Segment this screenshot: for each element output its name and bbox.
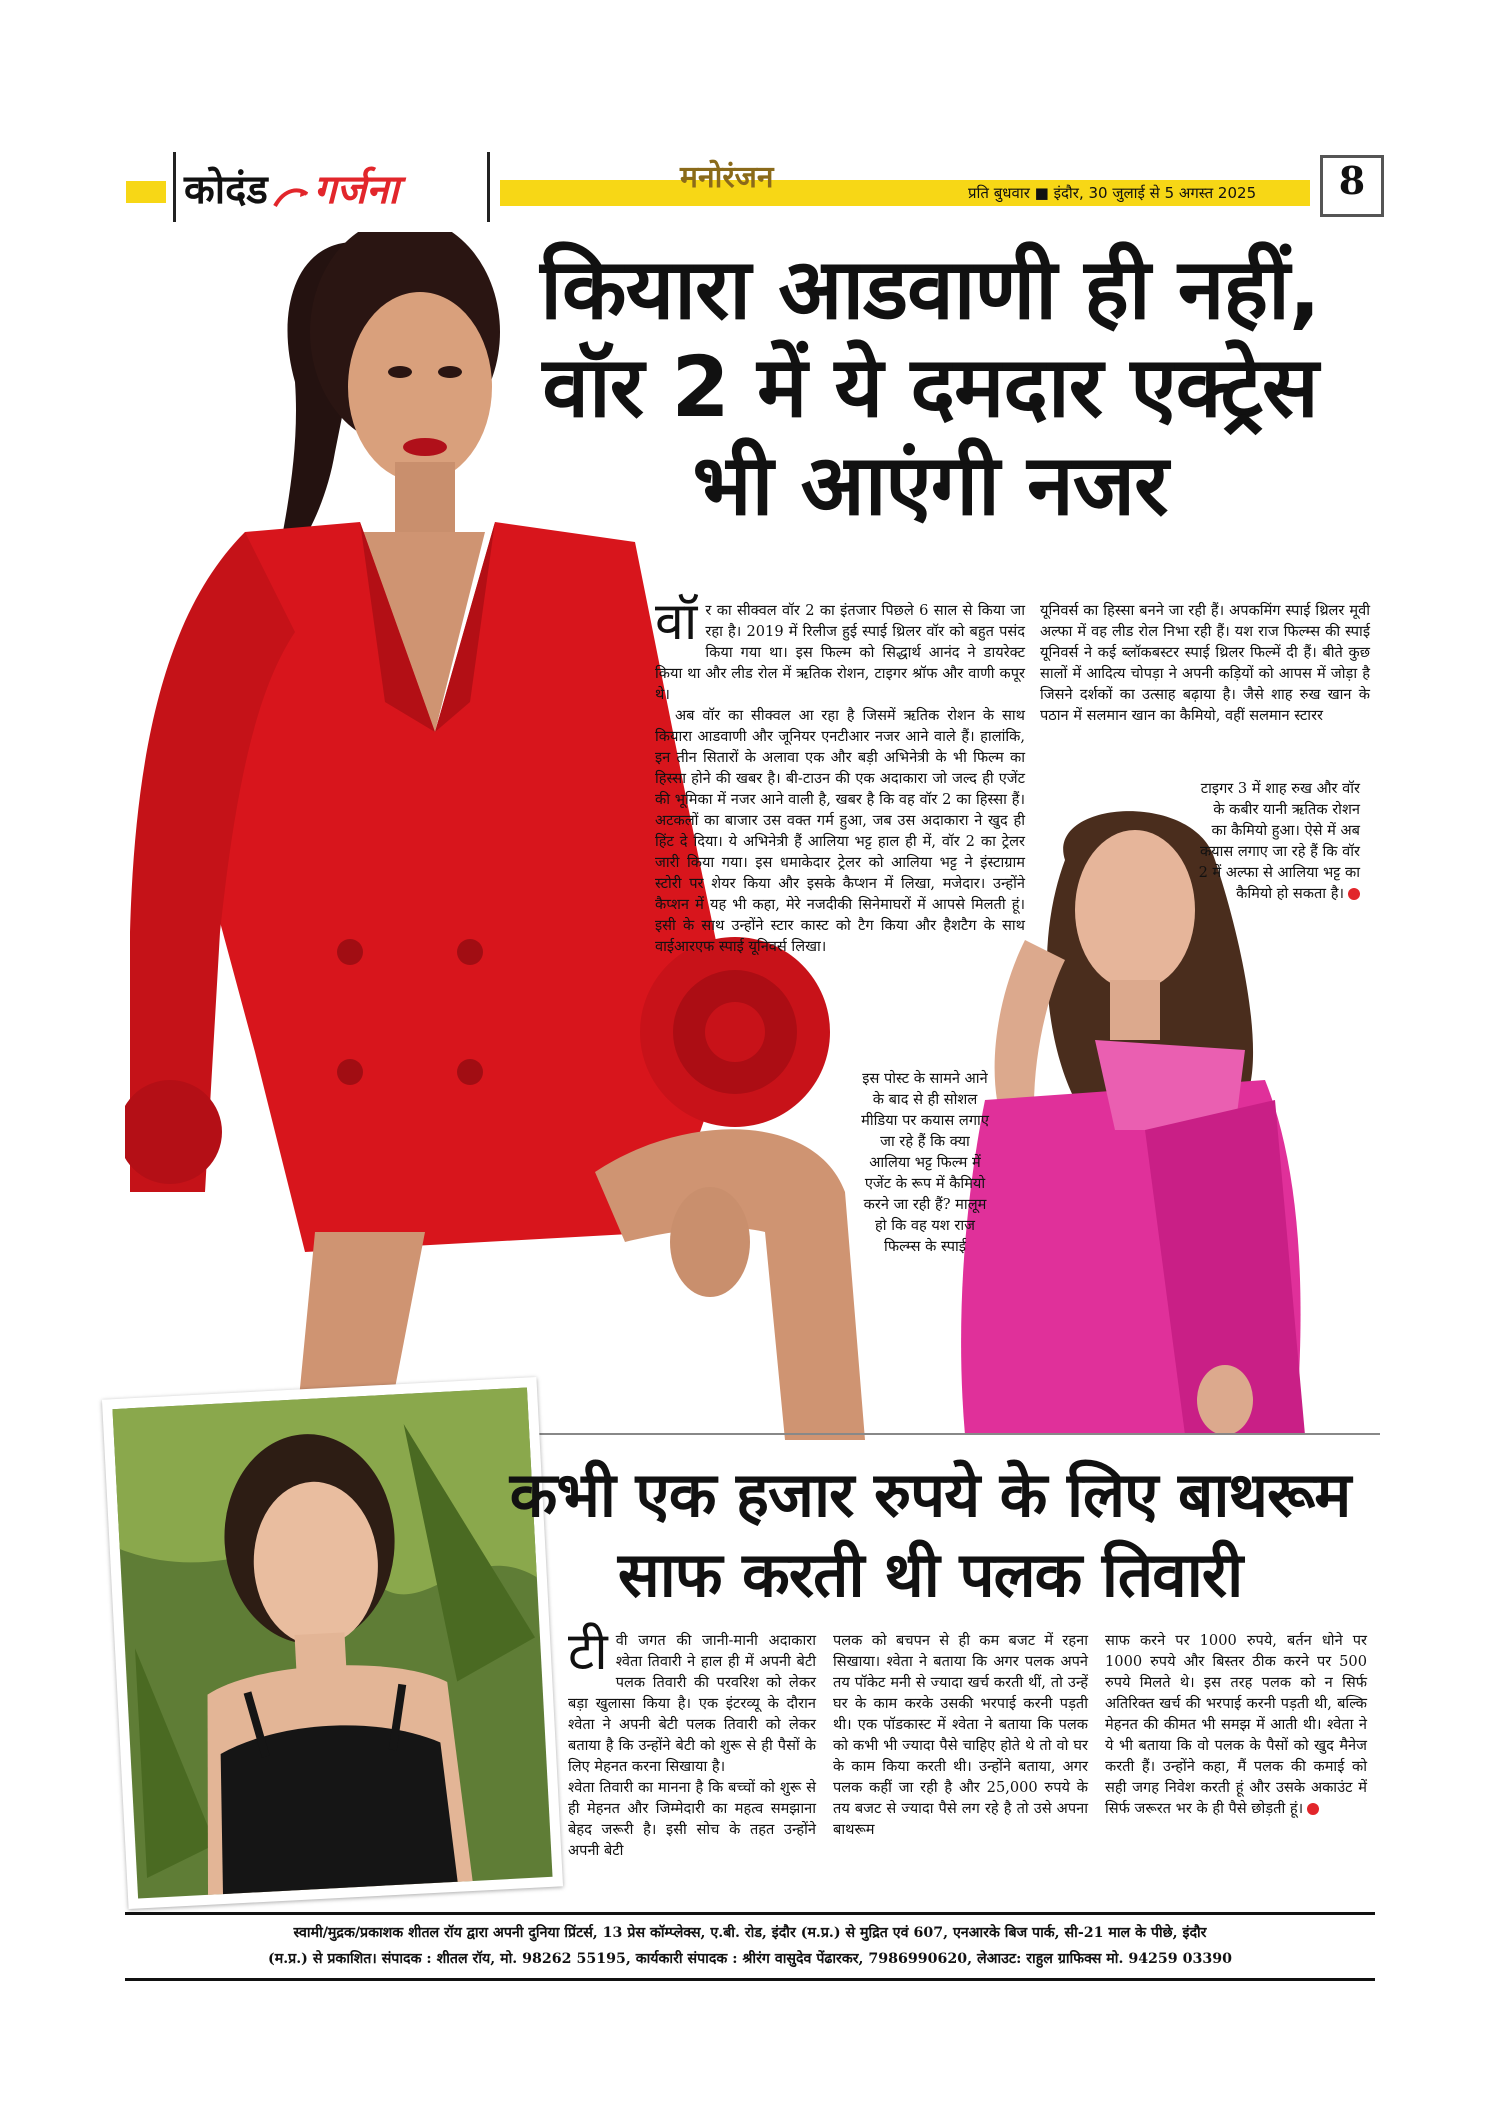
page-number: 8 <box>1320 155 1384 217</box>
dateline: प्रति बुधवार ■ इंदौर, 30 जुलाई से 5 अगस्त 2025 <box>968 184 1257 202</box>
footer-rule-bottom <box>125 1978 1375 1981</box>
story1-column1-tail: इस पोस्ट के सामने आने के बाद से ही सोशल मीडिया पर कयास लगाए जा रहे हैं कि क्या आलिया भट्ट फिल्म में एजेंट के रूप में कैमियो करने जा रही हैं? मालूम हो कि वह यश राज फिल्म्स के स्पाई <box>861 1070 989 1255</box>
logo-text-right: गर्जना <box>313 167 399 213</box>
story1-column2: यूनिवर्स का हिस्सा बनने जा रही हैं। अपकमिंग स्पाई थ्रिलर मूवी अल्फा में वह लीड रोल निभा रही हैं। यश राज फिल्म्स की स्पाई यूनिवर्स ने कई ब्लॉकबस्टर स्पाई थ्रिलर फिल्में दी हैं। बीते कुछ सालों में आदित्य चोपड़ा ने अपनी कड़ियों को आपस में जोड़ा है जिसने दर्शकों का उत्साह बढ़ाया है। जैसे शाह रुख खान के पठान में सलमान खान का कैमियो, वहीं सलमान स्टारर <box>1040 602 1370 724</box>
footer-rule-top <box>125 1912 1375 1915</box>
footer-imprint <box>125 1920 1375 1972</box>
story1-headline-line1: कियारा आडवाणी ही नहीं, <box>540 240 1320 338</box>
story2-col1-body: श्वेता तिवारी का मानना है कि बच्चों को शुरू से ही मेहनत और जिम्मेदारी का महत्व समझाना बेहद जरूरी है। इसी सोच के तहत उन्होंने अपनी बेटी <box>568 1779 816 1859</box>
story1-headline <box>480 240 1380 534</box>
story1-col1-lead: र का सीक्वल वॉर 2 का इंतजार पिछले 6 साल से किया जा रहा है। 2019 में रिलीज हुई स्पाई थ्रिलर वॉर को बहुत पसंद किया गया था। इस फिल्म को सिद्धार्थ आनंद ने डायरेक्ट किया था और लीड रोल में ऋतिक रोशन, टाइगर श्रॉफ और वाणी कपूर थे। <box>655 602 1025 703</box>
masthead-divider <box>173 152 176 222</box>
story1-col2-wrap-text: टाइगर 3 में शाह रुख और वॉर के कबीर यानी ऋतिक रोशन का कैमियो हुआ। ऐसे में अब कयास लगाए जा रहे हैं कि वॉर 2 में अल्फा से आलिया भट्ट का कैमियो हो सकता है। <box>1198 780 1360 902</box>
story1-column1 <box>655 592 1025 957</box>
story2-headline <box>480 1455 1380 1615</box>
story2-column2: पलक को बचपन से ही कम बजट में रहना सिखाया। श्वेता ने बताया कि अगर पलक अपने तय पॉकेट मनी से ज्यादा खर्च करती थीं, तो उन्हें घर के काम करके उसकी भरपाई करनी पड़ती थी। एक पॉडकास्ट में श्वेता ने बताया कि पलक को कभी भी ज्यादा पैसे चाहिए होते थे तो वो घर के काम किया करती थी। उन्होंने बताया, अगर पलक कहीं जा रही है और 25,000 रुपये के तय बजट से ज्यादा पैसे लग रहे है तो उसे अपना बाथरूम <box>833 1632 1088 1838</box>
story2-col1-lead: वी जगत की जानी-मानी अदाकारा श्वेता तिवारी ने हाल ही में अपनी बेटी पलक तिवारी की परवरिश को लेकर बड़ा खुलासा किया है। एक इंटरव्यू के दौरान श्वेता ने अपनी बेटी पलक तिवारी को लेकर बताया है कि उन्होंने बेटी को शुरू से ही पैसों के लिए मेहनत करना सिखाया है। <box>568 1632 816 1775</box>
logo-text-left: कोदंड <box>184 167 268 213</box>
story-end-dot-icon <box>1348 888 1360 900</box>
story2-dropcap: टी <box>568 1622 608 1682</box>
logo-swoosh-icon <box>273 184 309 214</box>
story1-col1-body: अब वॉर का सीक्वल आ रहा है जिसमें ऋतिक रोशन के साथ कियारा आडवाणी और जूनियर एनटीआर नजर आने वाले हैं। हालांकि, इन तीन सितारों के अलावा एक और बड़ी अभिनेत्री के भी फिल्म का हिस्सा होने की खबर है। बी-टाउन की एक अदाकारा जो जल्द ही एजेंट की भूमिका में नजर आने वाली है, खबर है कि वह वॉर 2 का हिस्सा हैं। अटकलों का बाजार उस वक्त गर्म हुआ, जब उस अदाकारा ने खुद ही हिंट दे दिया। ये अभिनेत्री हैं आलिया भट्ट हाल ही में, वॉर 2 का ट्रेलर जारी किया गया। इस धमाकेदार ट्रेलर को आलिया भट्ट ने इंस्टाग्राम स्टोरी पर शेयर किया और इसके कैप्शन में लिखा, मजेदार। उन्होंने कैप्शन में यह भी कहा, मेरे नजदीकी सिनेमाघरों में आपसे मिलती हूं। इसी के साथ उन्होंने स्टार कास्ट को टैग किया और हैशटैग के साथ वाईआरएफ स्पाई यूनिवर्स लिखा। <box>655 707 1025 955</box>
masthead-logo <box>184 160 484 216</box>
story2-col3-text: साफ करने पर 1000 रुपये, बर्तन धोने पर 1000 रुपये और बिस्तर ठीक करने पर 500 रुपये मिलते थे। इस तरह पलक को न सिर्फ अतिरिक्त खर्च की भरपाई करनी पड़ती थी, बल्कि मेहनत की कीमत भी समझ में आती थी। श्वेता ने ये भी बताया कि वो पलक के पैसों को खुद मैनेज करती हैं। उन्होंने कहा, मैं पलक की कमाई को सही जगह निवेश करती हूं और उसके अकाउंट में सिर्फ जरूरत भर के ही पैसे छोड़ती हूं। <box>1105 1632 1367 1817</box>
story1-column2-wrap <box>1195 778 1360 904</box>
story2-column1 <box>568 1622 816 1861</box>
section-title: मनोरंजन <box>680 160 774 195</box>
footer-line2: (म.प्र.) से प्रकाशित। संपादक : शीतल रॉय, मो. 98262 55195, कार्यकारी संपादक : श्रीरंग वासुदेव पेंढारकर, 7986990620, लेआउट: राहुल ग्राफिक्स मो. 94259 03390 <box>268 1951 1232 1967</box>
footer-line1: स्वामी/मुद्रक/प्रकाशक शीतल रॉय द्वारा अपनी दुनिया प्रिंटर्स, 13 प्रेस कॉम्प्लेक्स, ए.बी. रोड, इंदौर (म.प्र.) से मुद्रित एवं 607, एनआरके बिज पार्क, सी-21 माल के पीछे, इंदौर <box>293 1925 1207 1941</box>
story1-dropcap: वॉ <box>655 592 698 652</box>
story1-headline-line2: वॉर 2 में ये दमदार एक्ट्रेस <box>542 338 1318 436</box>
story1-headline-line3: भी आएंगी नजर <box>692 436 1168 534</box>
masthead-divider-2 <box>487 152 490 222</box>
story2-headline-line2: साफ करती थी पलक तिवारी <box>617 1538 1243 1611</box>
masthead-left-bar <box>126 181 166 203</box>
story2-headline-line1: कभी एक हजार रुपये के लिए बाथरूम <box>509 1458 1351 1531</box>
story2-end-dot-icon <box>1307 1803 1319 1815</box>
story2-column3 <box>1105 1630 1367 1819</box>
